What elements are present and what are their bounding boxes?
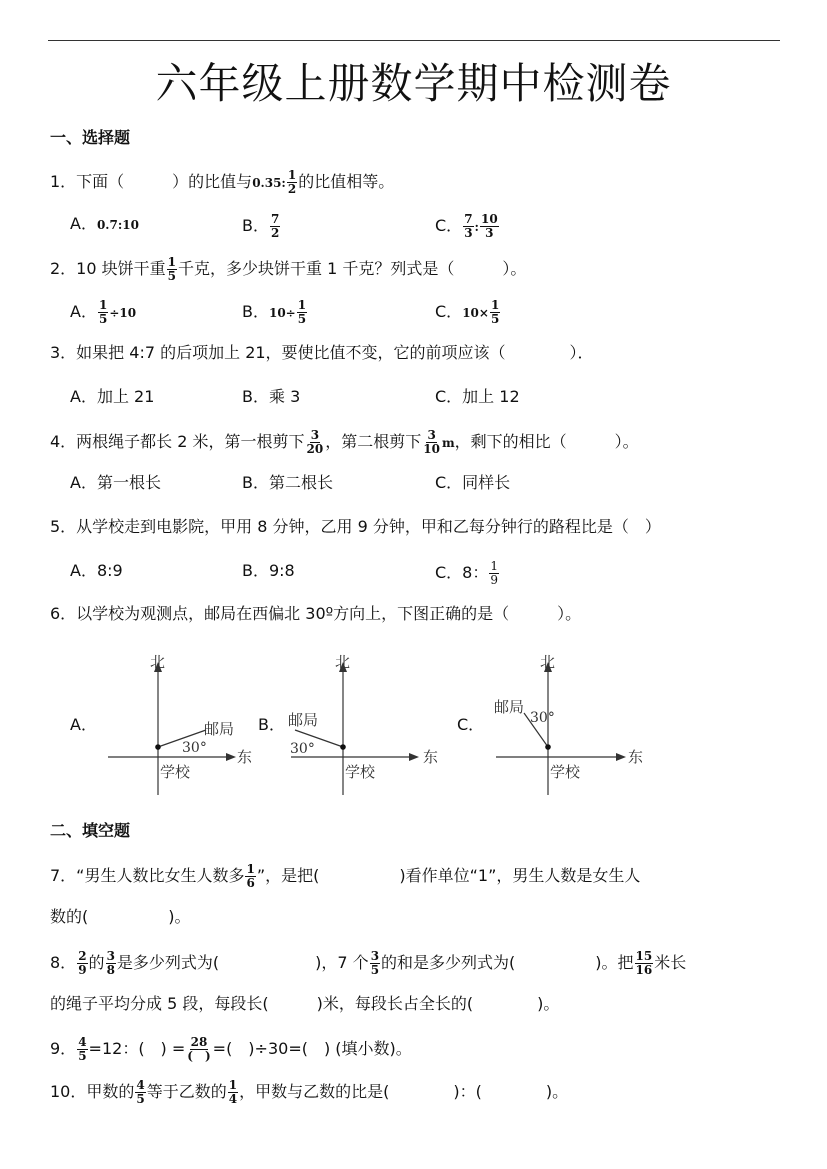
east-label: 东 [423,748,439,766]
direction-diagram-c [488,650,658,798]
option-1c: C． $\frac{7}{3}$ : $\frac{10}{3}$ [435,212,498,240]
option-5c: C．8： $\frac{1}{9}$ [435,559,498,587]
question-7: 7．“男生人数比女生人数多 $\frac{1}{6}$ ”，是把( )看作单位“1”，男生人数是女生人 [50,862,641,890]
option-6c-label: C． [457,715,485,734]
question-10: 10．甲数的 $\frac{4}{5}$ 等于乙数的 $\frac{1}{4}$ ，甲数与乙数的比是( )：( )。 [50,1078,569,1106]
angle-label: 30° [530,710,555,726]
option-3c: C．加上 12 [435,387,520,406]
option-2c: C．10× $\frac{1}{5}$ [435,298,500,326]
option-6b-label: B． [258,715,285,734]
option-4a: A．第一根长 [70,473,161,492]
section-heading-fill: 二、填空题 [50,821,131,840]
question-4: 4．两根绳子都长 2 米，第一根剪下 $\frac{3}{20}$ ，第二根剪下 $\frac{3}{10}$ m，剩下的相比（ ）。 [50,428,639,456]
direction-diagram-b [283,650,453,798]
question-2: 2．10 块饼干重 $\frac{1}{5}$ 千克，多少块饼干重 1 千克？列式是（ ）。 [50,255,527,283]
school-label: 学校 [345,763,376,781]
header-rule [48,40,780,41]
question-5: 5．从学校走到电影院，甲用 8 分钟，乙用 9 分钟，甲和乙每分钟行的路程比是（ ） [50,517,661,536]
post-office-label: 邮局 [288,711,319,729]
option-4b: B．第二根长 [242,473,333,492]
option-2b: B．10÷ $\frac{1}{5}$ [242,298,307,326]
question-8: 8． $\frac{2}{9}$ 的 $\frac{3}{8}$ 是多少列式为( )，7 个 $\frac{3}{5}$ 的和是多少列式为( )。把 $\frac{15}{16}$ 米长 [50,949,687,977]
school-label: 学校 [550,763,581,781]
angle-label: 30° [182,740,207,756]
option-3b: B．乘 3 [242,387,301,406]
angle-label: 30° [290,741,315,757]
option-5b: B．9:8 [242,561,295,580]
post-office-label: 邮局 [204,720,235,738]
question-7-line2: 数的( )。 [50,907,191,926]
east-label: 东 [628,748,644,766]
north-label: 北 [335,653,351,671]
north-label: 北 [540,653,556,671]
school-label: 学校 [160,763,191,781]
question-8-line2: 的绳子平均分成 5 段，每段长( )米，每段长占全长的( )。 [50,994,560,1013]
north-label: 北 [150,653,166,671]
option-4c: C．同样长 [435,473,511,492]
fraction: $\frac{1}{2}$ [287,168,297,196]
question-3: 3．如果把 4:7 的后项加上 21，要使比值不变，它的前项应该（ ）． [50,343,594,362]
option-3a: A．加上 21 [70,387,155,406]
page-title: 六年级上册数学期中检测卷 [155,59,672,108]
east-label: 东 [237,748,253,766]
direction-diagram-a [100,650,270,798]
question-9: 9． $\frac{4}{5}$ =12：( ) = $\frac{28}{( )}$ =( )÷30=( ) (填小数)。 [50,1035,412,1063]
post-office-label: 邮局 [494,698,525,716]
option-1a: A．0.7:10 [70,214,139,233]
option-2a: A． $\frac{1}{5}$ ÷10 [70,298,137,326]
option-5a: A．8:9 [70,561,123,580]
question-6: 6．以学校为观测点，邮局在西偏北 30º方向上，下图正确的是（ ）。 [50,604,582,623]
option-6a-label: A． [70,715,97,734]
option-1b: B． $\frac{7}{2}$ [242,212,280,240]
question-1: 1．下面（ ）的比值与0.35: $\frac{1}{2}$ 的比值相等。 [50,168,395,196]
section-heading-choice: 一、选择题 [50,128,131,147]
